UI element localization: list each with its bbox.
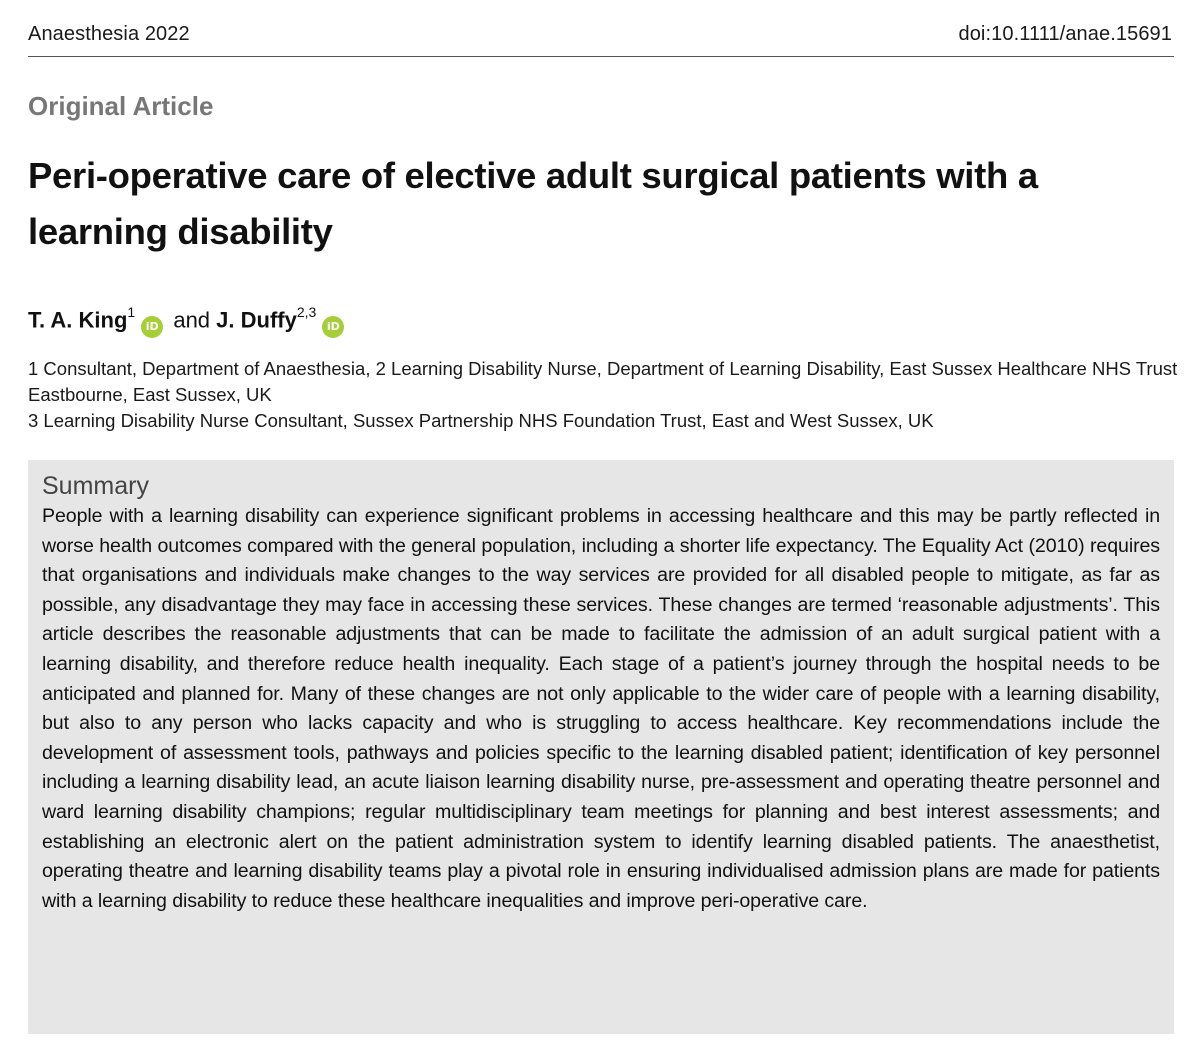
journal-name: Anaesthesia 2022: [28, 23, 190, 45]
author-name[interactable]: T. A. King: [28, 307, 128, 333]
summary-box: [28, 460, 1174, 1034]
author-affiliation-mark: 2,3: [296, 304, 317, 320]
summary-heading: Summary: [42, 472, 149, 500]
doi-link[interactable]: doi:10.1111/anae.15691: [958, 23, 1172, 45]
journal-header: [28, 20, 1172, 48]
affiliation-line: 1 Consultant, Department of Anaesthesia, 2 Learning Disability Nurse, Department of Learning Disability, East Sussex Healthcare NHS Trust Eastbourne, East Sussex, UK: [28, 358, 1178, 405]
author-affiliation-mark: 1: [127, 304, 136, 320]
article-title: Peri-operative care of elective adult surgical patients with a learning disability: [28, 155, 1038, 252]
article-type: Original Article: [28, 91, 214, 121]
author-name[interactable]: J. Duffy: [216, 307, 297, 333]
affiliation-line: 3 Learning Disability Nurse Consultant, Sussex Partnership NHS Foundation Trust, East and West Sussex, UK: [28, 410, 934, 431]
orcid-icon[interactable]: iD: [141, 316, 163, 338]
header-divider: [28, 56, 1174, 57]
affiliations: [28, 356, 1178, 434]
orcid-icon[interactable]: iD: [322, 316, 344, 338]
summary-text: People with a learning disability can experience significant problems in accessing healthcare and this may be partly reflected in worse health outcomes compared with the general population, including a shorter life expectancy. The Equality Act (2010) requires that organisations and individuals make changes to the way services are provided for all disabled people to mitigate, as far as possible, any disadvantage they may face in accessing these services. These changes are termed ‘reasonable adjustments’. This article describes the reasonable adjustments that can be made to facilitate the admission of an adult surgical patient with a learning disability, and therefore reduce health inequality. Each stage of a patient’s journey through the hospital needs to be anticipated and planned for. Many of these changes are not only applicable to the wider care of people with a learning disability, but also to any person who lacks capacity and who is struggling to access healthcare. Key recommendations include the development of assessment tools, pathways and policies specific to the learning disabled patient; identification of key personnel including a learning disability lead, an acute liaison learning disability nurse, pre-assessment and operating theatre personnel and ward learning disability champions; regular multidisciplinary team meetings for planning and best interest assessments; and establishing an electronic alert on the patient administration system to identify learning disabled patients. The anaesthetist, operating theatre and learning disability teams play a pivotal role in ensuring individualised admission plans are made for patients with a learning disability to reduce these healthcare inequalities and improve peri-operative care.: [42, 505, 1160, 912]
author-list: [28, 296, 348, 338]
author-separator: and: [173, 307, 211, 333]
